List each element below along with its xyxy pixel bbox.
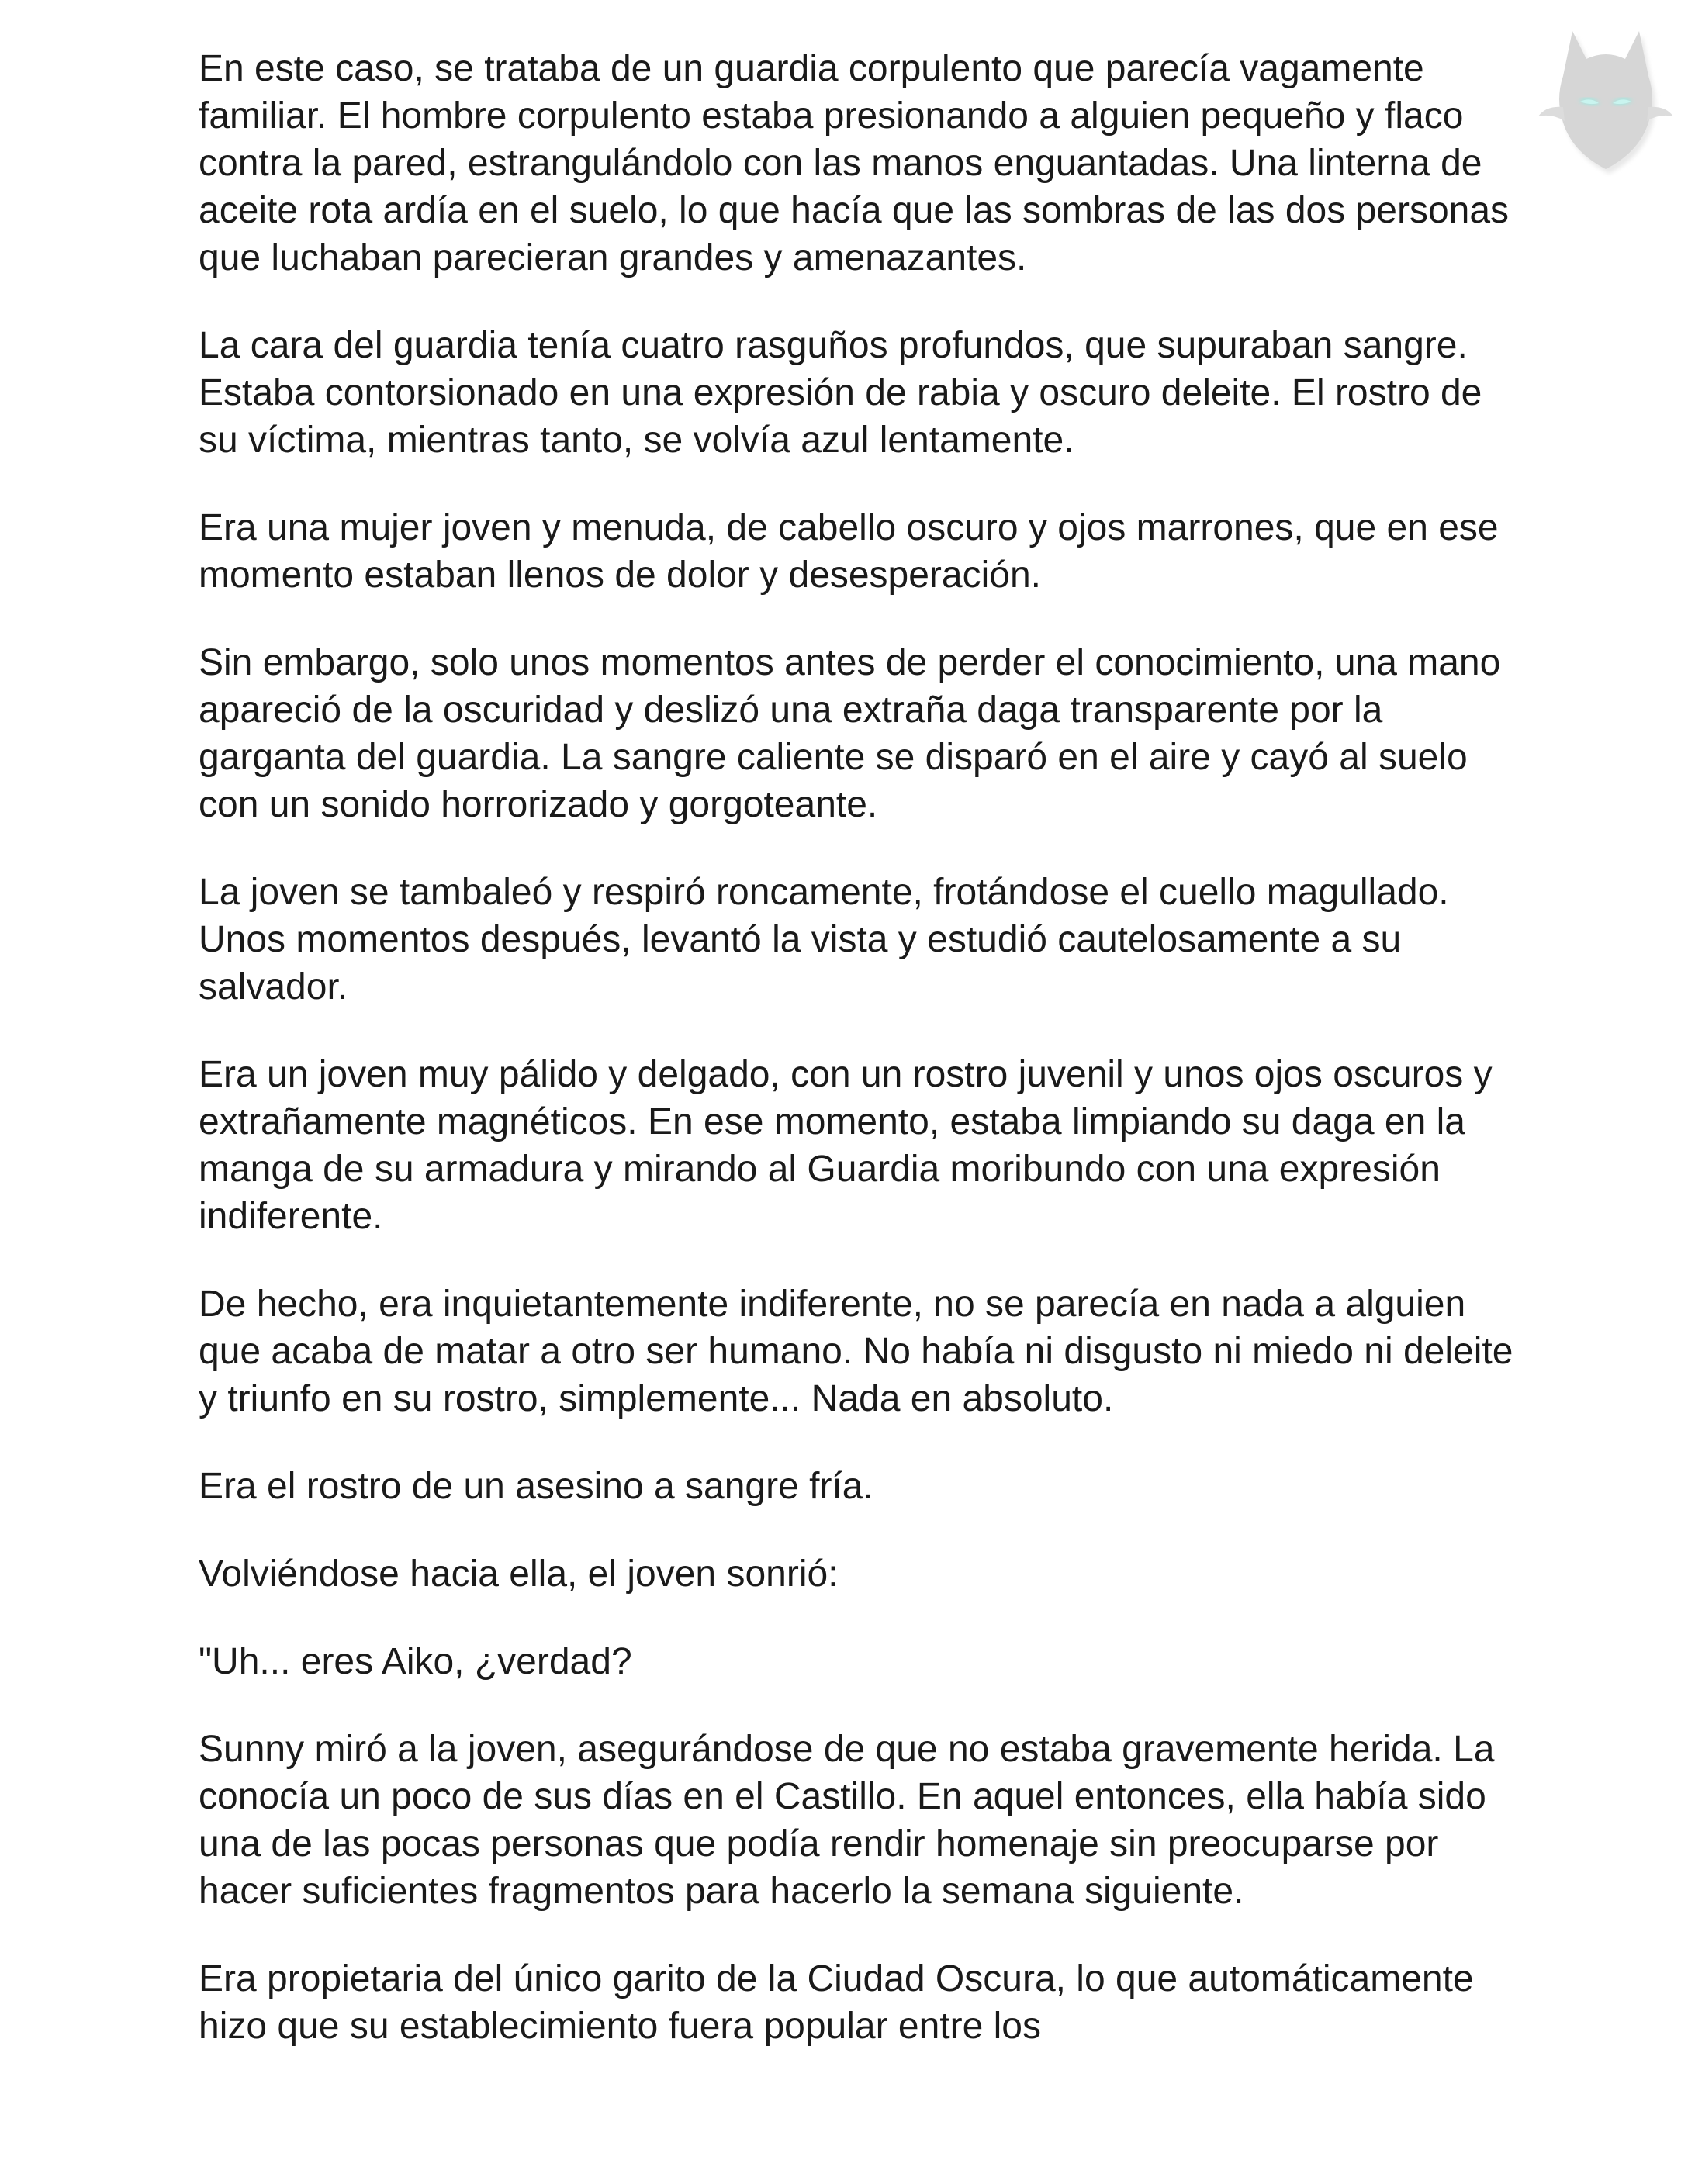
paragraph: Era el rostro de un asesino a sangre fría. bbox=[199, 1466, 873, 1507]
paragraph: De hecho, era inquietantemente indiferente, no se parecía en nada a alguien que acaba de matar a otro ser humano. No había ni disgusto ni miedo ni deleite y triunfo en su rostro, simplemente... Nada en absoluto. bbox=[199, 1284, 1513, 1419]
paragraph: Volviéndose hacia ella, el joven sonrió: bbox=[199, 1553, 839, 1595]
paragraph: Era una mujer joven y menuda, de cabello oscuro y ojos marrones, que en ese momento estaban llenos de dolor y desesperación. bbox=[199, 507, 1499, 596]
paragraph: Era un joven muy pálido y delgado, con un rostro juvenil y unos ojos oscuros y extrañamente magnéticos. En ese momento, estaba limpiando su daga en la manga de su armadura y mirando al Guardia moribundo con una expresión indiferente. bbox=[199, 1054, 1493, 1237]
paragraph: "Uh... eres Aiko, ¿verdad? bbox=[199, 1641, 632, 1682]
paragraph: La joven se tambaleó y respiró roncamente, frotándose el cuello magullado. Unos momentos después, levantó la vista y estudió cautelosamente a su salvador. bbox=[199, 872, 1449, 1007]
paragraph: En este caso, se trataba de un guardia corpulento que parecía vagamente familiar. El hombre corpulento estaba presionando a alguien pequeño y flaco contra la pared, estrangulándolo con las manos enguantadas. Una linterna de aceite rota ardía en el suelo, lo que hacía que las sombras de las dos personas que luchaban parecieran grandes y amenazantes. bbox=[199, 48, 1510, 278]
body-text bbox=[199, 45, 1517, 2090]
demon-head-icon bbox=[1532, 14, 1679, 185]
paragraph: Sin embargo, solo unos momentos antes de perder el conocimiento, una mano apareció de la oscuridad y deslizó una extraña daga transparente por la garganta del guardia. La sangre caliente se disparó en el aire y cayó al suelo con un sonido horrorizado y gorgoteante. bbox=[199, 642, 1501, 825]
paragraph: Era propietaria del único garito de la Ciudad Oscura, lo que automáticamente hizo que su establecimiento fuera popular entre los bbox=[199, 1958, 1474, 2047]
paragraph: Sunny miró a la joven, asegurándose de que no estaba gravemente herida. La conocía un poco de sus días en el Castillo. En aquel entonces, ella había sido una de las pocas personas que podía rendir homenaje sin preocuparse por hacer suficientes fragmentos para hacerlo la semana siguiente. bbox=[199, 1729, 1495, 1912]
paragraph: La cara del guardia tenía cuatro rasguños profundos, que supuraban sangre. Estaba contorsionado en una expresión de rabia y oscuro deleite. El rostro de su víctima, mientras tanto, se volvía azul lentamente. bbox=[199, 325, 1482, 461]
